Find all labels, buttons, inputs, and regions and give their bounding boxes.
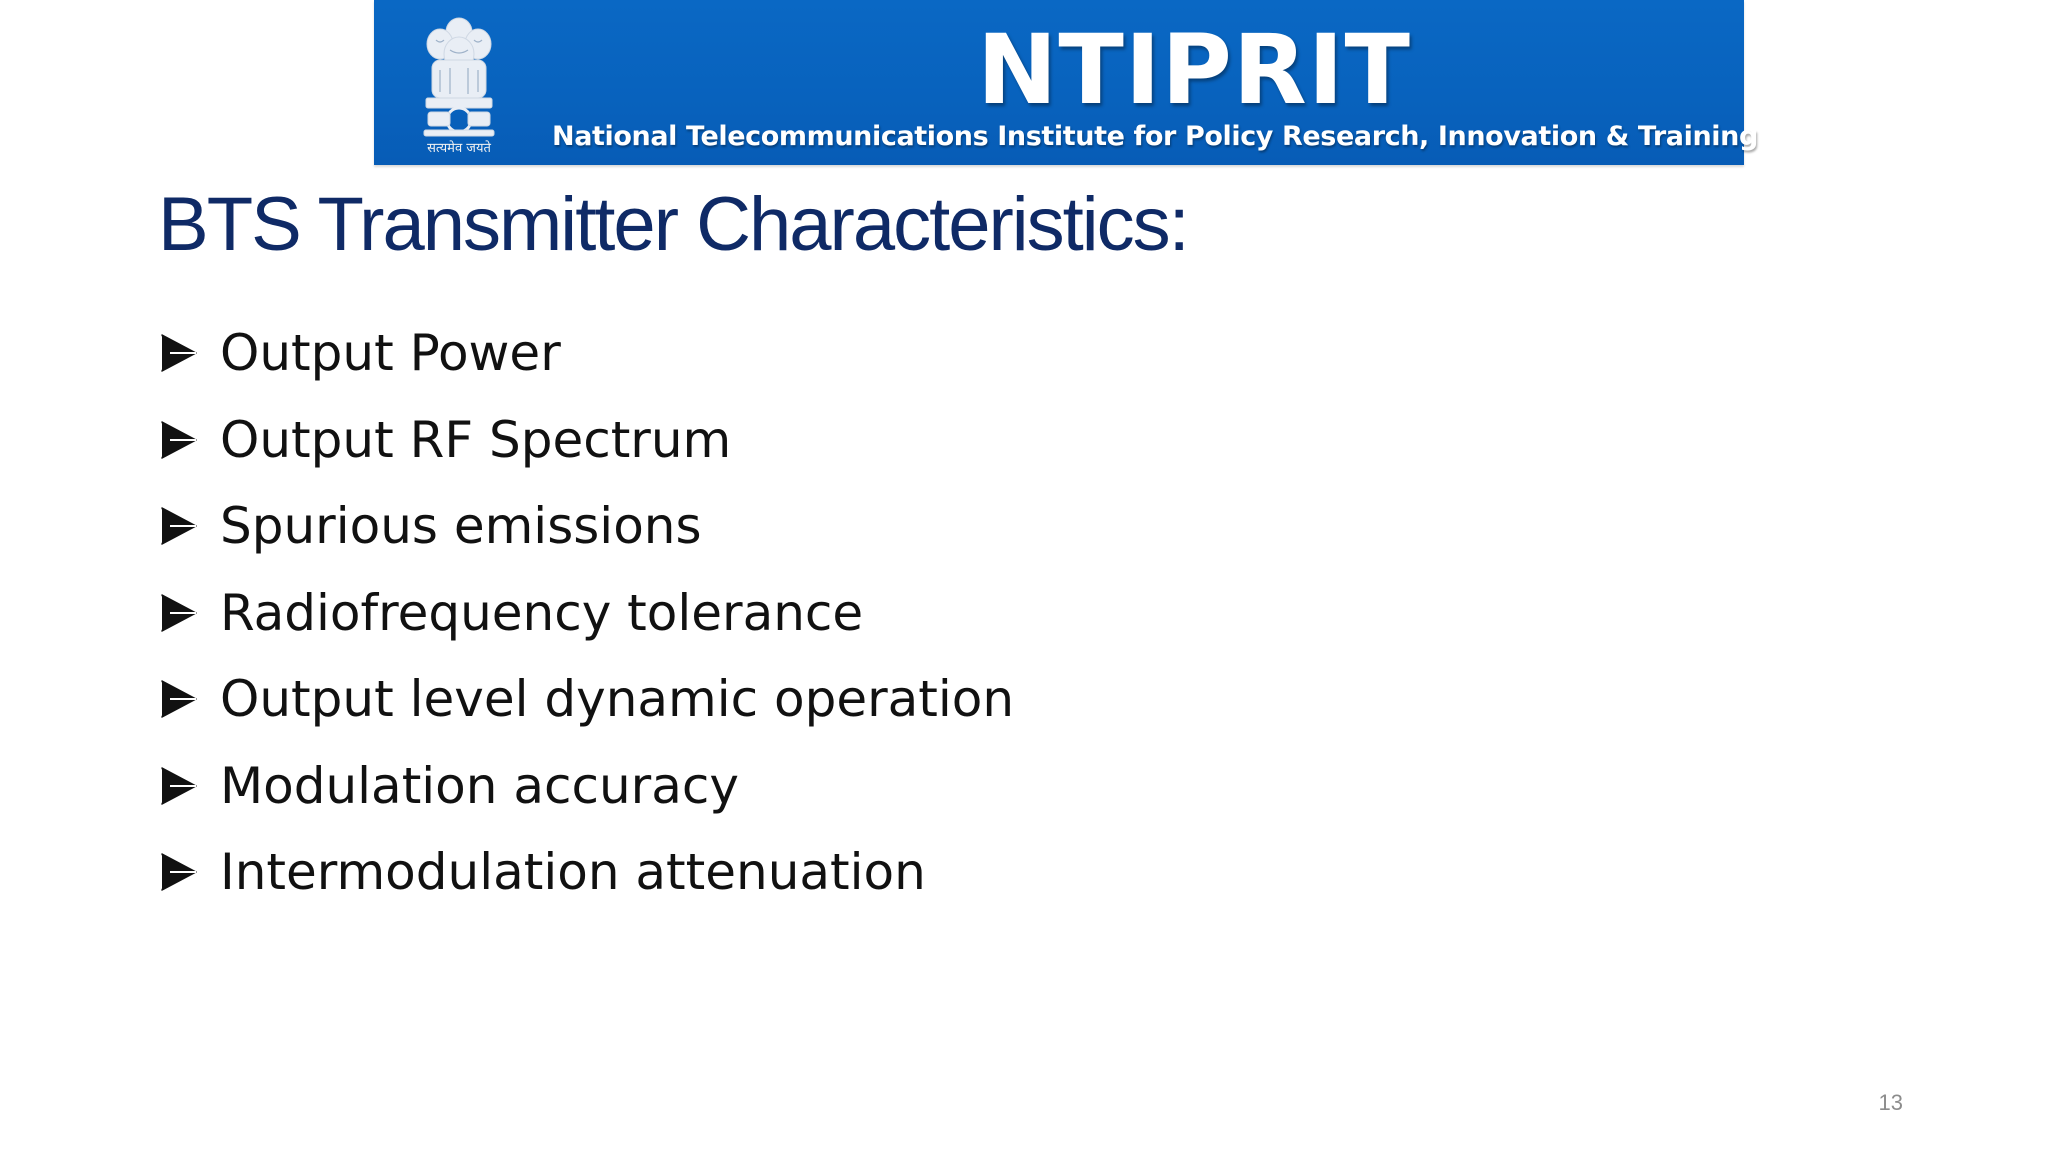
bullet-text: Modulation accuracy: [220, 756, 739, 815]
slide-number: 13: [1878, 1090, 1903, 1115]
arrowhead-bullet-icon: [160, 674, 220, 724]
bullet-item-output-power: [160, 310, 1014, 397]
arrowhead-bullet-icon: [160, 847, 220, 897]
bullet-item-radiofrequency-tolerance: [160, 570, 1014, 657]
bullet-text: Radiofrequency tolerance: [220, 583, 864, 642]
banner-subtitle: National Telecommunications Institute for Policy Research, Innovation & Training: [552, 121, 1758, 152]
emblem-motto: सत्यमेव जयते: [427, 141, 491, 156]
bullet-item-modulation-accuracy: [160, 743, 1014, 830]
arrowhead-bullet-icon: [160, 588, 220, 638]
bullet-text: Spurious emissions: [220, 497, 702, 556]
arrowhead-bullet-icon: [160, 501, 220, 551]
bullet-list: [160, 310, 1014, 916]
bullet-item-spurious-emissions: [160, 483, 1014, 570]
bullet-item-output-rf-spectrum: [160, 397, 1014, 484]
slide-title: BTS Transmitter Characteristics:: [158, 182, 1188, 267]
bullet-item-intermodulation-attenuation: [160, 829, 1014, 916]
bullet-item-output-level-dynamic-operation: [160, 656, 1014, 743]
arrowhead-bullet-icon: [160, 328, 220, 378]
banner-title: NTIPRIT: [976, 14, 1412, 126]
bullet-text: Intermodulation attenuation: [220, 843, 926, 902]
bullet-text: Output RF Spectrum: [220, 410, 732, 469]
arrowhead-bullet-icon: [160, 415, 220, 465]
arrowhead-bullet-icon: [160, 761, 220, 811]
bullet-text: Output level dynamic operation: [220, 670, 1015, 729]
bullet-text: Output Power: [220, 324, 561, 383]
header-banner: [374, 0, 1758, 165]
